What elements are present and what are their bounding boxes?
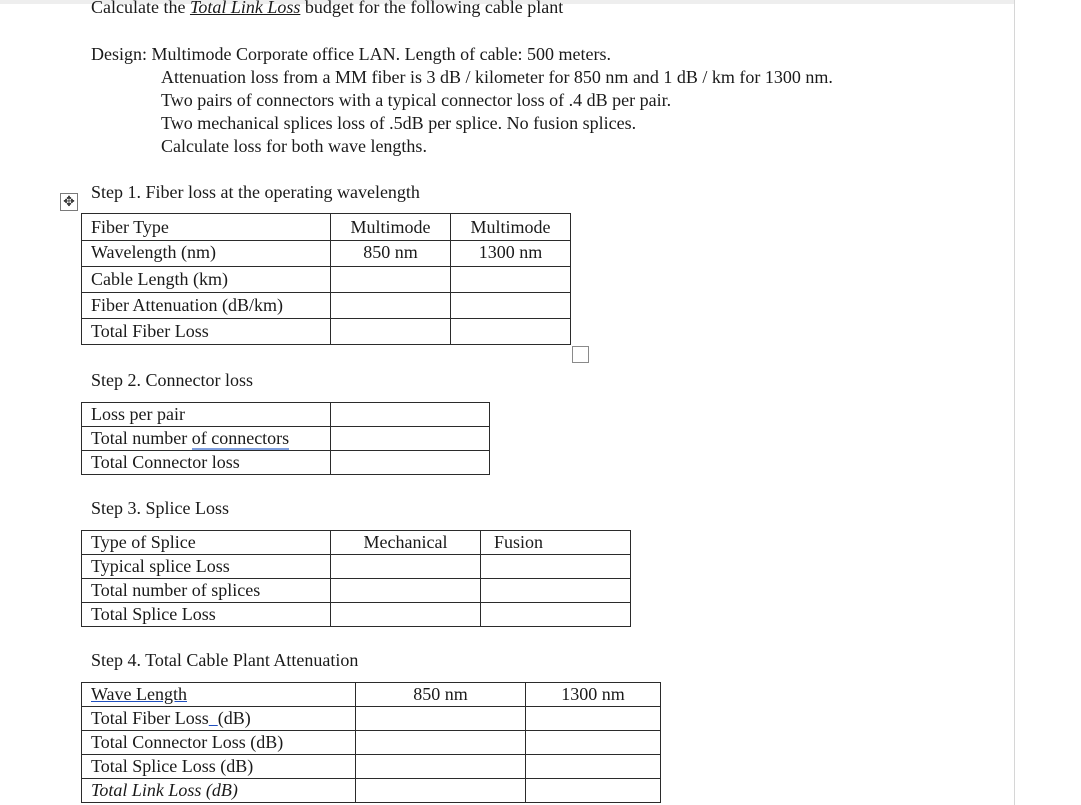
cell-text: Total number [91,428,192,448]
cell-text: (dB) [217,708,251,728]
cell-text-underlined: Wave Length [91,684,188,704]
table-row [82,731,661,755]
table-row [82,531,631,555]
design-line: Calculate loss for both wave lengths. [161,136,427,156]
cell-text-underlined [209,708,218,728]
table-cell[interactable] [481,579,631,603]
table-cell[interactable] [331,293,451,319]
connector-loss-table [81,402,490,475]
table-cell[interactable]: Total number of splices [82,579,331,603]
table-cell[interactable]: Fiber Type [82,214,331,241]
table-cell[interactable]: Fiber Attenuation (dB/km) [82,293,331,319]
table-cell[interactable]: Type of Splice [82,531,331,555]
page-heading [91,0,563,18]
table-cell[interactable] [331,451,490,475]
table-row [82,214,571,241]
step2-title: Step 2. Connector loss [91,370,253,390]
design-line: Two pairs of connectors with a typical connector loss of .4 dB per pair. [161,90,672,110]
design-description [91,43,833,158]
table-row [82,427,490,451]
table-cell[interactable] [451,319,571,345]
table-cell[interactable] [82,683,356,707]
table-cell[interactable] [526,731,661,755]
table-row [82,779,661,803]
table-cell[interactable]: Multimode [331,214,451,241]
table-row [82,555,631,579]
table-row [82,683,661,707]
table-row [82,451,490,475]
step4-title: Step 4. Total Cable Plant Attenuation [91,650,359,670]
table-cell[interactable]: 1300 nm [526,683,661,707]
design-line: Attenuation loss from a MM fiber is 3 dB / kilometer for 850 nm and 1 dB / km for 1300 nm. [161,67,833,87]
table-cell[interactable]: Fusion [481,531,631,555]
table-row [82,755,661,779]
table-cell[interactable] [356,731,526,755]
table-cell[interactable] [331,267,451,293]
page-right-margin-line [1014,0,1015,805]
heading-prefix: Calculate the [91,0,190,17]
cell-text-underlined: of connectors [191,428,290,448]
table-cell[interactable] [481,555,631,579]
table-cell[interactable]: Cable Length (km) [82,267,331,293]
design-line: Two mechanical splices loss of .5dB per splice. No fusion splices. [161,113,637,133]
cell-text: Total Fiber Loss [91,708,209,728]
table-cell[interactable] [331,555,481,579]
table-resize-handle[interactable] [572,346,589,363]
table-row [82,319,571,345]
table-cell[interactable] [481,603,631,627]
step1-title: Step 1. Fiber loss at the operating wavelength [91,182,420,202]
table-cell[interactable]: Total Link Loss (dB) [82,779,356,803]
table-row [82,603,631,627]
table-cell[interactable] [356,779,526,803]
design-line: Design: Multimode Corporate office LAN. Length of cable: 500 meters. [91,44,612,64]
table-cell[interactable]: Mechanical [331,531,481,555]
table-cell[interactable]: Wavelength (nm) [82,241,331,267]
table-row [82,707,661,731]
table-cell[interactable] [331,319,451,345]
table-row [82,241,571,267]
table-cell[interactable]: Total Connector loss [82,451,331,475]
table-cell[interactable]: Total Fiber Loss [82,319,331,345]
table-cell[interactable]: Loss per pair [82,403,331,427]
heading-italic: Total Link Loss [189,0,301,17]
table-cell[interactable] [356,707,526,731]
table-move-handle-icon[interactable]: ✥ [60,193,78,211]
table-cell[interactable]: 850 nm [356,683,526,707]
step3-title: Step 3. Splice Loss [91,498,229,518]
table-cell[interactable]: Total Connector Loss (dB) [82,731,356,755]
splice-loss-table [81,530,631,627]
table-row [82,293,571,319]
total-attenuation-table [81,682,661,803]
table-row [82,579,631,603]
table-cell[interactable]: 850 nm [331,241,451,267]
table-cell[interactable] [331,579,481,603]
table-cell[interactable]: 1300 nm [451,241,571,267]
table-cell[interactable] [526,755,661,779]
table-cell[interactable]: Typical splice Loss [82,555,331,579]
table-cell[interactable]: Total Splice Loss (dB) [82,755,356,779]
table-cell[interactable]: Total Splice Loss [82,603,331,627]
fiber-loss-table [81,213,571,345]
table-cell[interactable] [526,779,661,803]
table-row [82,267,571,293]
table-cell[interactable] [331,403,490,427]
table-cell[interactable]: Multimode [451,214,571,241]
table-cell[interactable] [82,707,356,731]
table-cell[interactable] [526,707,661,731]
heading-suffix: budget for the following cable plant [300,0,564,17]
table-cell[interactable] [331,603,481,627]
table-cell[interactable] [451,293,571,319]
table-cell[interactable] [356,755,526,779]
table-cell[interactable] [331,427,490,451]
table-row [82,403,490,427]
table-cell[interactable] [82,427,331,451]
table-cell[interactable] [451,267,571,293]
